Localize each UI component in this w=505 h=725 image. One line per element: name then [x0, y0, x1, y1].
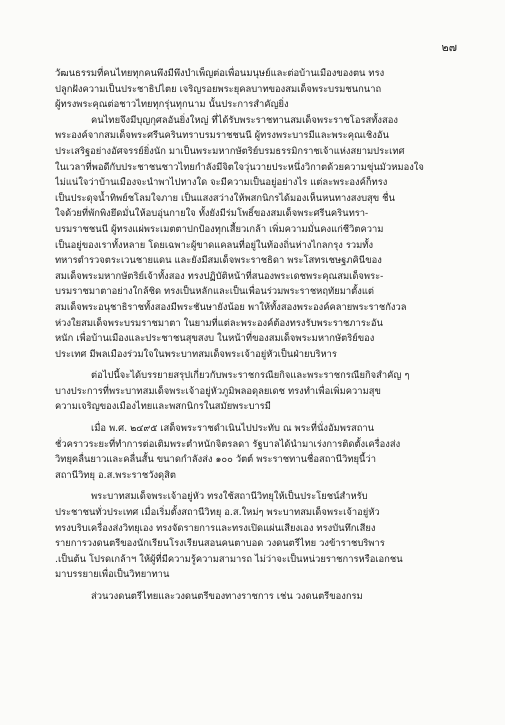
page-number: ๒๗: [441, 41, 457, 54]
paragraph-2: [55, 113, 465, 363]
text-line: เป็นประดุจน้ำทิพย์ชโลมใจภาย เป็นแสงสว่างให้พสกนิกรได้มองเห็นหนทางสงบสุข ชื่น: [55, 192, 395, 204]
text-line: ใจด้วยที่พักพิงยึดมั่นให้อบอุ่นกายใจ ทั้งยังมีร่มโพธิ์ของสมเด็จพระศรีนครินทรา-: [55, 208, 369, 220]
text-line: ห่วงใยสมเด็จพระบรมราชมาตา ในยามที่แต่ละพระองค์ต้องทรงรับพระราชภาระอัน: [55, 317, 383, 329]
text-line: ไม่แน่ใจว่าบ้านเมืองจะนำพาไปทางใด จะมีความเป็นอยู่อย่างไร แต่ละพระองค์ก็ทรง: [55, 177, 388, 189]
text-line: สถานีวิทยุ อ.ส.พระราชวังดุสิต: [55, 469, 176, 481]
text-line: รายการวงดนตรีของนักเรียนโรงเรียนสอนคนตาบอด วงดนตรีไทย วงข้าราชบริพาร: [55, 538, 385, 550]
text-line: คนไทยจึงมีบุญกุศลอันยิ่งใหญ่ ที่ได้รับพระราชทานสมเด็จพระราชโอรสทั้งสอง: [91, 114, 398, 126]
text-line: มาบรรยายเพื่อเป็นวิทยาทาน: [55, 569, 170, 581]
text-line: ปลูกฝังความเป็นประชาธิปไตย เจริญรอยพระยุคลบาทของสมเด็จพระบรมชนกนาถ: [55, 83, 382, 95]
text-line: .เป็นต้น โปรดเกล้าฯ ให้ผู้ที่มีความรู้ความสามารถ ไม่ว่าจะเป็นหน่วยราชการหรือเอกชน: [55, 553, 403, 565]
text-line: ประเทศ มีพลเมืองร่วมใจในพระบาทสมเด็จพระเจ้าอยู่หัวเป็นฝ่ายบริหาร: [55, 348, 337, 360]
text-line: บรมราชมาตาอย่างใกล้ชิด ทรงเป็นหลักและเป็นเพื่อนร่วมพระราชหฤทัยมาตั้งแต่: [55, 286, 374, 298]
text-line: ชั่วคราวระยะที่ทำการต่อเติมพระตำหนักจิตรลดา รัฐบาลได้นำมาเร่งการติดตั้งเครื่องส่ง: [55, 438, 401, 450]
text-line: เมื่อ พ.ศ. ๒๔๙๕ เสด็จพระราชดำเนินไปประทับ ณ พระที่นั่งอัมพรสถาน: [91, 423, 375, 435]
text-line: วัฒนธรรมที่คนไทยทุกคนพึงมีพึงบำเพ็ญต่อเพื่อนมนุษย์และต่อบ้านเมืองของตน ทรง: [55, 68, 385, 79]
text-line: บางประการที่พระบาทสมเด็จพระเจ้าอยู่หัวภูมิพลอดุลยเดช ทรงทำเพื่อเพิ่มความสุข: [55, 385, 381, 397]
text-line: ความเจริญของเมืองไทยและพสกนิกรในสมัยพระบารมี: [55, 401, 271, 413]
text-line: ทหารตำรวจตระเวนชายแดน และยังมีสมเด็จพระราชธิดา พระโสทรเชษฐภคินีของ: [55, 255, 382, 267]
text-line: ในเวลาที่พอดีกับประชาชนชาวไทยกำลังมีจิตใจวุ่นวายประหนึ่งวิกาตด้วยความขุ่นมัวหมองใจ: [55, 161, 424, 173]
text-line: ทรงบริบเครื่องส่งวิทยุเอง ทรงจัดรายการและทรงเปิดแผ่นเสียงเอง ทรงบันทึกเสียง: [55, 522, 376, 534]
text-line: พระองค์จากสมเด็จพระศรีนครินทราบรมราชชนนี ผู้ทรงพระบารมีและพระคุณเชิงอัน: [55, 130, 389, 142]
paragraph-6: [55, 589, 465, 605]
text-line: เป็นอยู่ของเราทั้งหลาย โดยเฉพาะผู้ขาดแคลนที่อยู่ในท้องถิ่นห่างไกลกรุง รวมทั้ง: [55, 239, 374, 251]
text-line: ประเสริฐอย่างอัศจรรย์ยิ่งนัก มาเป็นพระมหากษัตริย์บรมธรรมิกราชเจ้าแห่งสยามประเทศ: [55, 145, 405, 157]
paragraph-1: [55, 66, 465, 113]
text-line: ต่อไปนี้จะได้บรรยายสรุปเกี่ยวกับพระราชกรณียกิจและพระราชกรณียกิจสำคัญ ๆ: [91, 370, 410, 382]
text-line: ประชาชนทั่วประเทศ เมื่อเริ่มตั้งสถานีวิทยุ อ.ส.ใหม่ๆ พระบาทสมเด็จพระเจ้าอยู่หัว: [55, 507, 380, 519]
text-line: พระบาทสมเด็จพระเจ้าอยู่หัว ทรงใช้สถานีวิทยุให้เป็นประโยชน์สำหรับ: [91, 491, 368, 503]
text-line: สมเด็จพระอนุชาธิราชทั้งสองมีพระชันษายังน้อย พาให้ทั้งสองพระองค์คลายพระราชกังวล: [55, 301, 407, 313]
body-text: [55, 66, 465, 605]
paragraph-3: [55, 368, 465, 415]
text-line: วิทยุคลื่นยาวและคลื่นสั้น ขนาดกำลังส่ง ๑๐๐ วัตต์ พระราชทานชื่อสถานีวิทยุนี้ว่า: [55, 454, 376, 466]
text-line: บรมราชชนนี ผู้ทรงแผ่พระเมตตาปกป้องทุกเสี้ยวเกล้า เพิ่มความมั่นคงแก่ชีวิตความ: [55, 223, 384, 235]
paragraph-5: [55, 489, 465, 583]
text-line: ส่วนวงดนตรีไทยและวงดนตรีของทางราชการ เช่น วงดนตรีของกรม: [91, 591, 363, 602]
paragraph-4: [55, 421, 465, 483]
text-line: ผู้ทรงพระคุณต่อชาวไทยทุกรุ่นทุกนาม นั้นประการสำคัญยิ่ง: [55, 99, 289, 111]
text-line: สมเด็จพระมหากษัตริย์เจ้าทั้งสอง ทรงปฏิบัติหน้าที่สนองพระเดชพระคุณสมเด็จพระ-: [55, 270, 384, 282]
text-line: หนัก เพื่อบ้านเมืองและประชาชนสุขสงบ ในหน้าที่ของสมเด็จพระมหากษัตริย์ของ: [55, 333, 375, 345]
